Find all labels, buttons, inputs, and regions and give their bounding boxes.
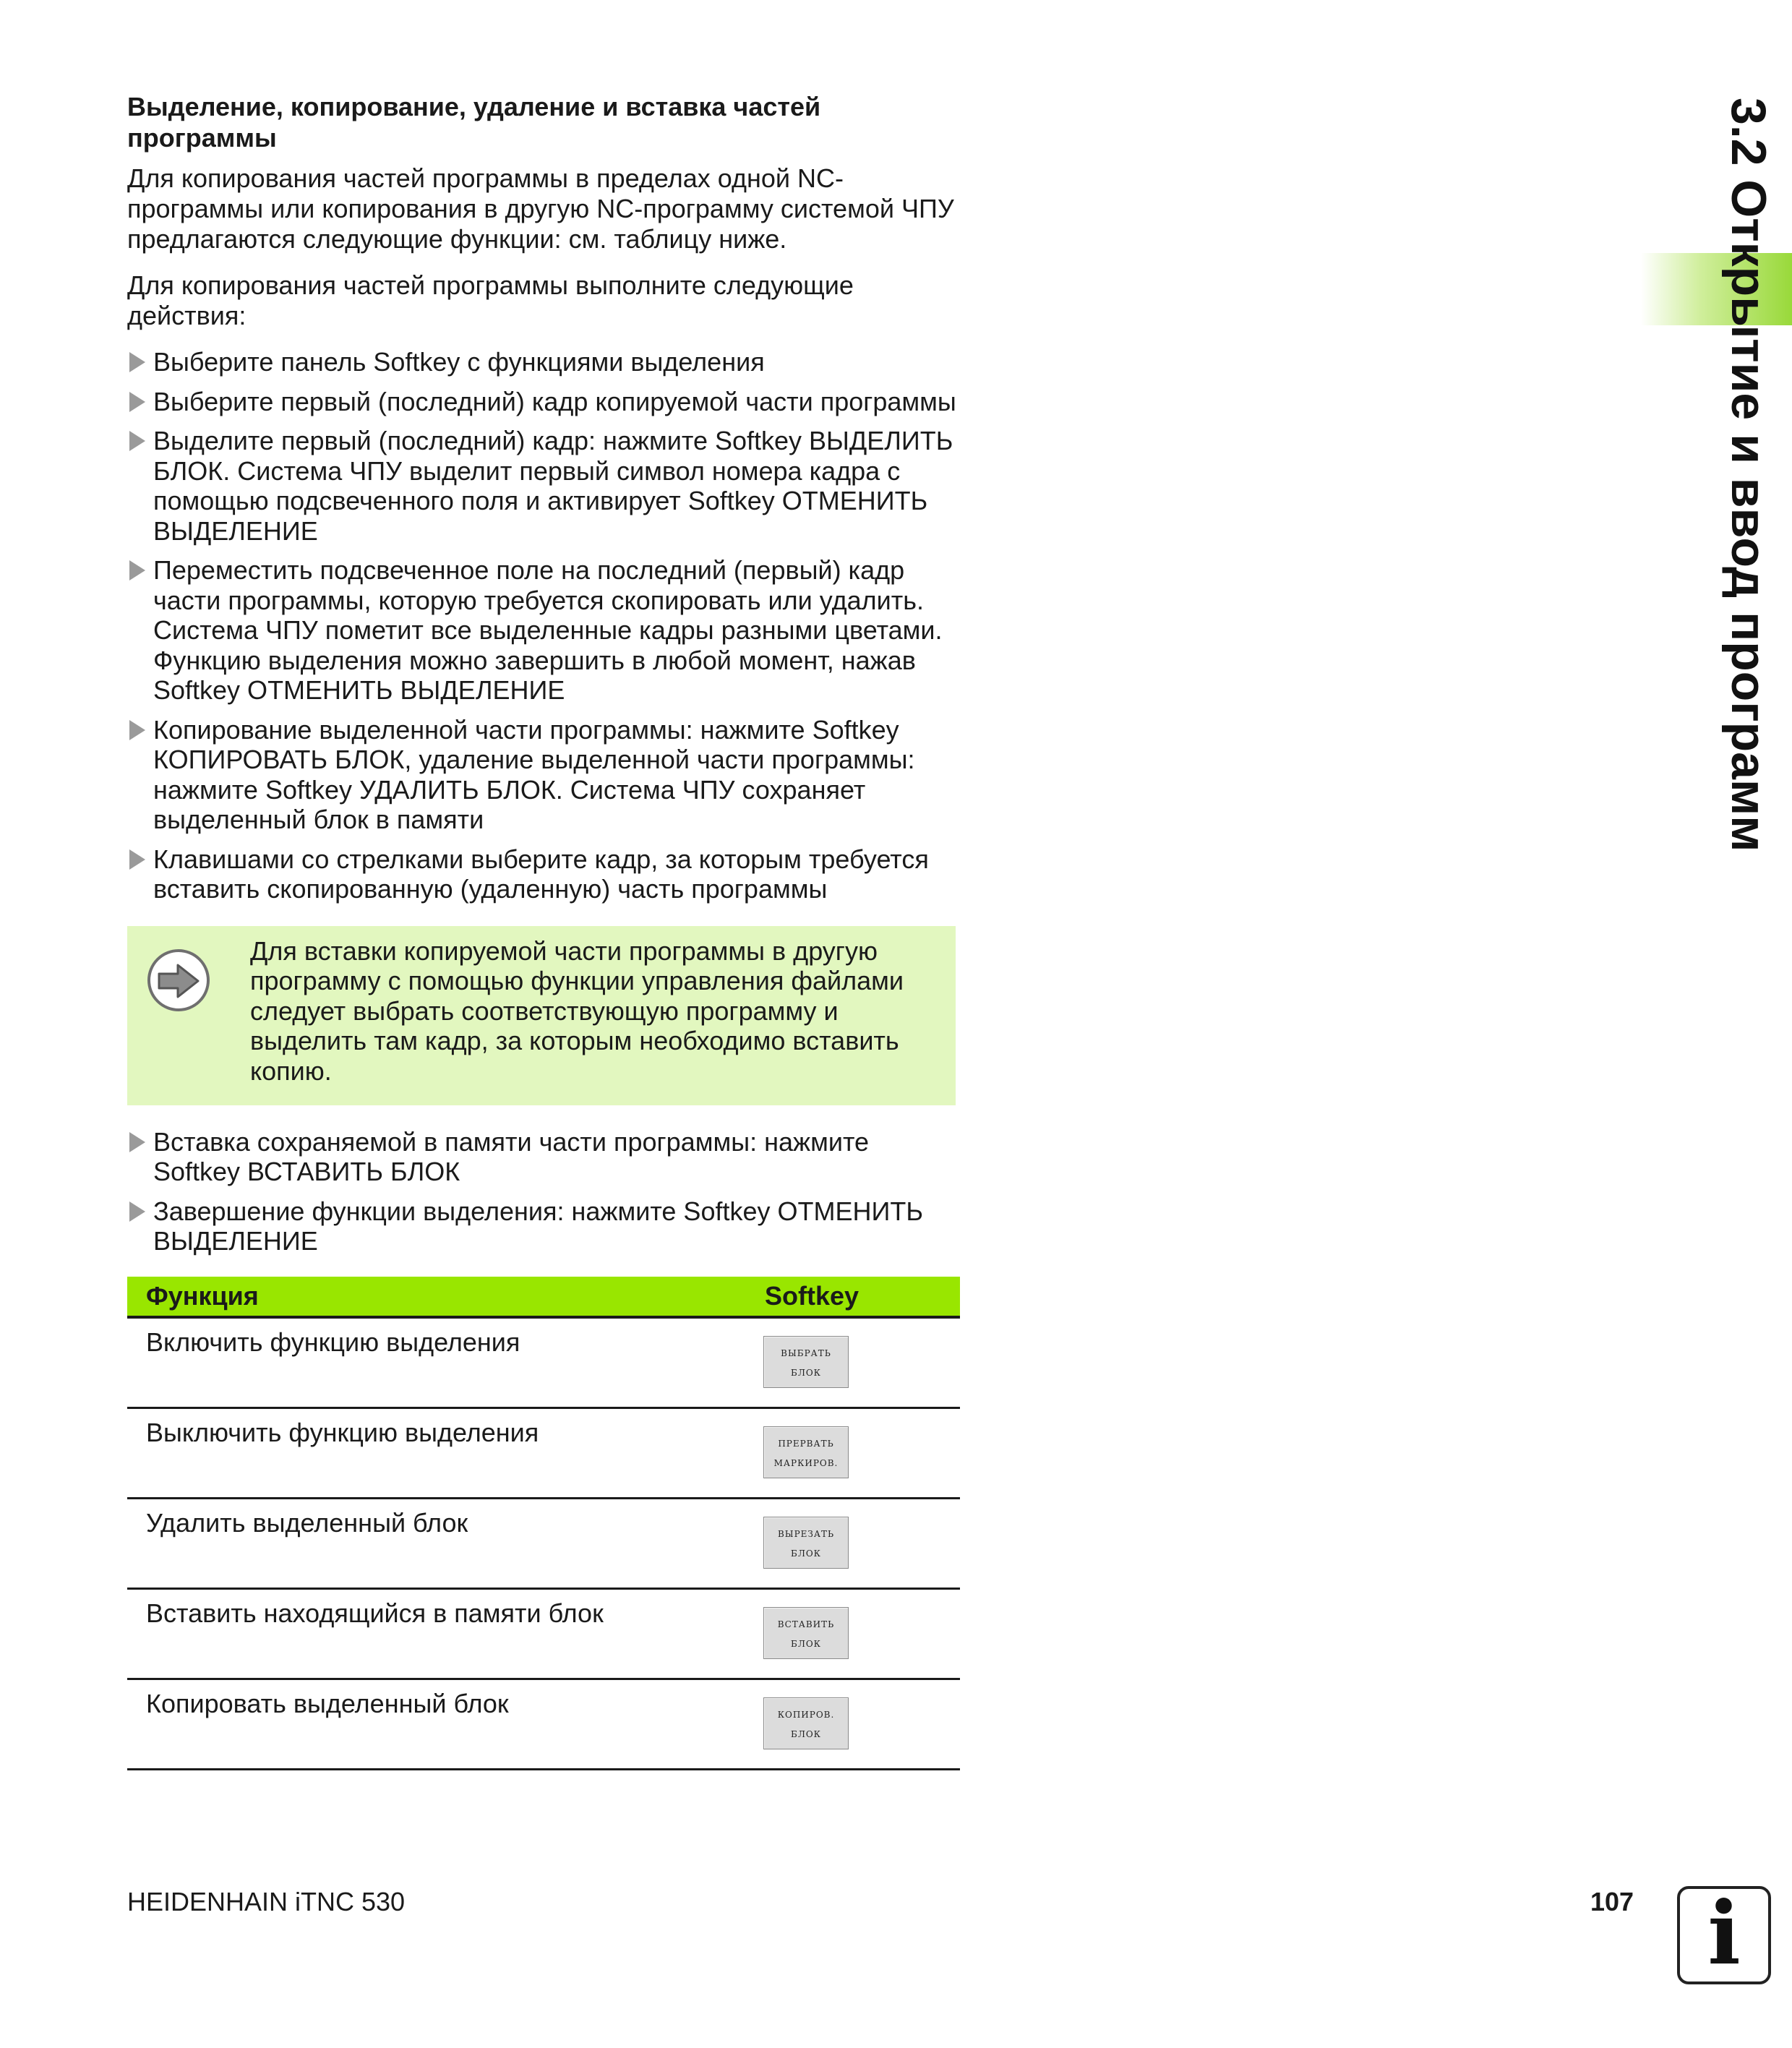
intro-paragraph-1: Для копирования частей программы в пределах одной NC-программы или копирования в другую NC-программу системой ЧПУ предлагаются следующие функции: см. таблицу ниже.	[127, 163, 954, 254]
column-header-softkey: Softkey	[765, 1280, 859, 1311]
list-item: Клавишами со стрелками выберите кадр, за которым требуется вставить скопированную (удаленную) часть программы	[127, 844, 959, 904]
table-row	[127, 1680, 960, 1770]
triangle-bullet-icon	[129, 392, 145, 412]
list-item: Выберите панель Softkey с функциями выделения	[127, 347, 959, 377]
table-row	[127, 1590, 960, 1680]
intro-paragraph-2: Для копирования частей программы выполните следующие действия:	[127, 270, 854, 330]
list-item: Вставка сохраняемой в памяти части программы: нажмите Softkey ВСТАВИТЬ БЛОК	[127, 1127, 959, 1187]
steps-list	[127, 347, 959, 904]
table-header	[127, 1277, 960, 1319]
function-cell: Удалить выделенный блок	[146, 1507, 468, 1538]
list-item: Копирование выделенной части программы: нажмите Softkey КОПИРОВАТЬ БЛОК, удаление выделенной части программы: нажмите Softkey УДАЛИТЬ БЛОК. Система ЧПУ сохраняет выделенный блок в памяти	[127, 715, 959, 835]
list-item: Выделите первый (последний) кадр: нажмите Softkey ВЫДЕЛИТЬ БЛОК. Система ЧПУ выделит первый символ номера кадра с помощью подсвеченного поля и активирует Softkey ОТМЕНИТЬ ВЫДЕЛЕНИЕ	[127, 426, 959, 546]
triangle-bullet-icon	[129, 560, 145, 580]
list-item: Завершение функции выделения: нажмите Softkey ОТМЕНИТЬ ВЫДЕЛЕНИЕ	[127, 1196, 959, 1256]
table-row	[127, 1499, 960, 1590]
softkey-cut-block[interactable]: ВЫРЕЗАТЬ БЛОК	[763, 1517, 849, 1569]
arrow-right-circle-icon	[147, 949, 210, 1011]
softkey-cancel-marking[interactable]: ПРЕРВАТЬ МАРКИРОВ.	[763, 1426, 849, 1478]
list-item: Выберите первый (последний) кадр копируемой части программы	[127, 387, 959, 417]
triangle-bullet-icon	[129, 352, 145, 372]
section-heading: Выделение, копирование, удаление и вставка частей программы	[127, 92, 821, 153]
note-box	[127, 926, 956, 1105]
softkey-insert-block[interactable]: ВСТАВИТЬ БЛОК	[763, 1607, 849, 1659]
main-content	[127, 91, 959, 1770]
triangle-bullet-icon	[129, 720, 145, 740]
softkey-copy-block[interactable]: КОПИРОВ. БЛОК	[763, 1697, 849, 1749]
function-cell: Вставить находящийся в памяти блок	[146, 1598, 604, 1628]
info-icon[interactable]	[1677, 1882, 1771, 1984]
footer-product: HEIDENHAIN iTNC 530	[127, 1887, 406, 1916]
steps-list-2	[127, 1127, 959, 1256]
list-item: Переместить подсвеченное поле на последний (первый) кадр части программы, которую требуется скопировать или удалить. Система ЧПУ пометит все выделенные кадры разными цветами. Функцию выделения можно завершить в любой момент, нажав Softkey ОТМЕНИТЬ ВЫДЕЛЕНИЕ	[127, 555, 959, 706]
table-row	[127, 1409, 960, 1499]
column-header-function: Функция	[146, 1280, 259, 1311]
function-cell: Включить функцию выделения	[146, 1327, 520, 1357]
chapter-title	[1720, 98, 1778, 852]
note-text: Для вставки копируемой части программы в другую программу с помощью функции управления файлами следует выбрать соответствующую программу и выделить там кадр, за которым необходимо вставить копию.	[250, 935, 904, 1086]
triangle-bullet-icon	[129, 1201, 145, 1222]
triangle-bullet-icon	[129, 849, 145, 870]
page-number: 107	[1590, 1887, 1634, 1916]
softkey-select-block[interactable]: ВЫБРАТЬ БЛОК	[763, 1336, 849, 1388]
triangle-bullet-icon	[129, 1132, 145, 1152]
function-table	[127, 1277, 960, 1770]
triangle-bullet-icon	[129, 431, 145, 451]
info-glyph: i	[1707, 1882, 1741, 1984]
table-row	[127, 1319, 960, 1409]
chapter-title-text: 3.2 Открытие и ввод программ	[1721, 98, 1776, 852]
function-cell: Копировать выделенный блок	[146, 1688, 509, 1718]
function-cell: Выключить функцию выделения	[146, 1417, 539, 1447]
